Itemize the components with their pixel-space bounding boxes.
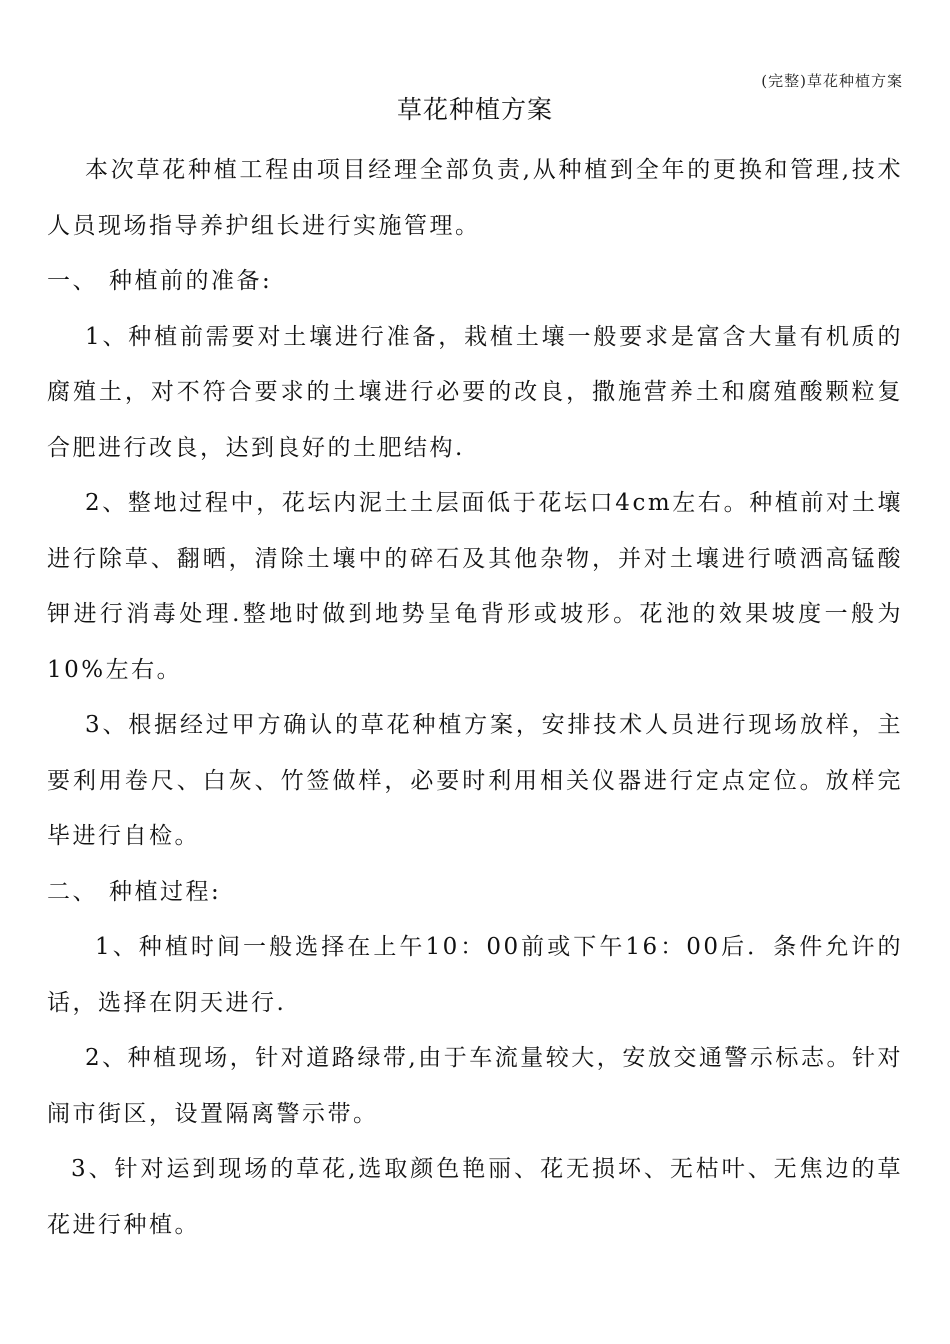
section-title-1: 种植前的准备: [109, 268, 273, 294]
section1-item-1: 1、种植前需要对土壤进行准备，栽植土壤一般要求是富含大量有机质的腐殖土，对不符合要求的土壤进行必要的改良，撒施营养土和腐殖酸颗粒复合肥进行改良，达到良好的土肥结构. [47, 323, 903, 461]
document-title: 草花种植方案 [396, 95, 553, 124]
running-header: (完整)草花种植方案 [761, 72, 903, 90]
section2-item-3: 3、针对运到现场的草花,选取颜色艳丽、花无损坏、无枯叶、无焦边的草花进行种植。 [47, 1156, 903, 1238]
section2-item-2: 2、种植现场，针对道路绿带,由于车流量较大，安放交通警示标志。针对闹市街区，设置隔离警示带。 [47, 1045, 903, 1127]
intro-paragraph: 本次草花种植工程由项目经理全部负责,从种植到全年的更换和管理,技术人员现场指导养护组长进行实施管理。 [47, 157, 903, 239]
section-number-2: 二、 [47, 878, 98, 905]
section1-item-3: 3、根据经过甲方确认的草花种植方案，安排技术人员进行现场放样，主要利用卷尺、白灰、竹签做样，必要时利用相关仪器进行定点定位。放样完毕进行自检。 [47, 712, 903, 849]
document-body [47, 143, 903, 1253]
section-heading-2 [47, 865, 903, 921]
section2-item-1: 1、种植时间一般选择在上午10：00前或下午16：00后．条件允许的话，选择在阴天进行. [47, 934, 903, 1016]
section-number-1: 一、 [47, 268, 98, 294]
section1-item-2: 2、整地过程中，花坛内泥土土层面低于花坛口4cm左右。种植前对土壤进行除草、翻晒，清除土壤中的碎石及其他杂物，并对土壤进行喷洒高锰酸钾进行消毒处理.整地时做到地势呈龟背形或坡形。花池的效果坡度一般为10%左右。 [47, 490, 903, 683]
section-title-2: 种植过程: [109, 878, 222, 905]
section-heading-1 [47, 254, 903, 310]
